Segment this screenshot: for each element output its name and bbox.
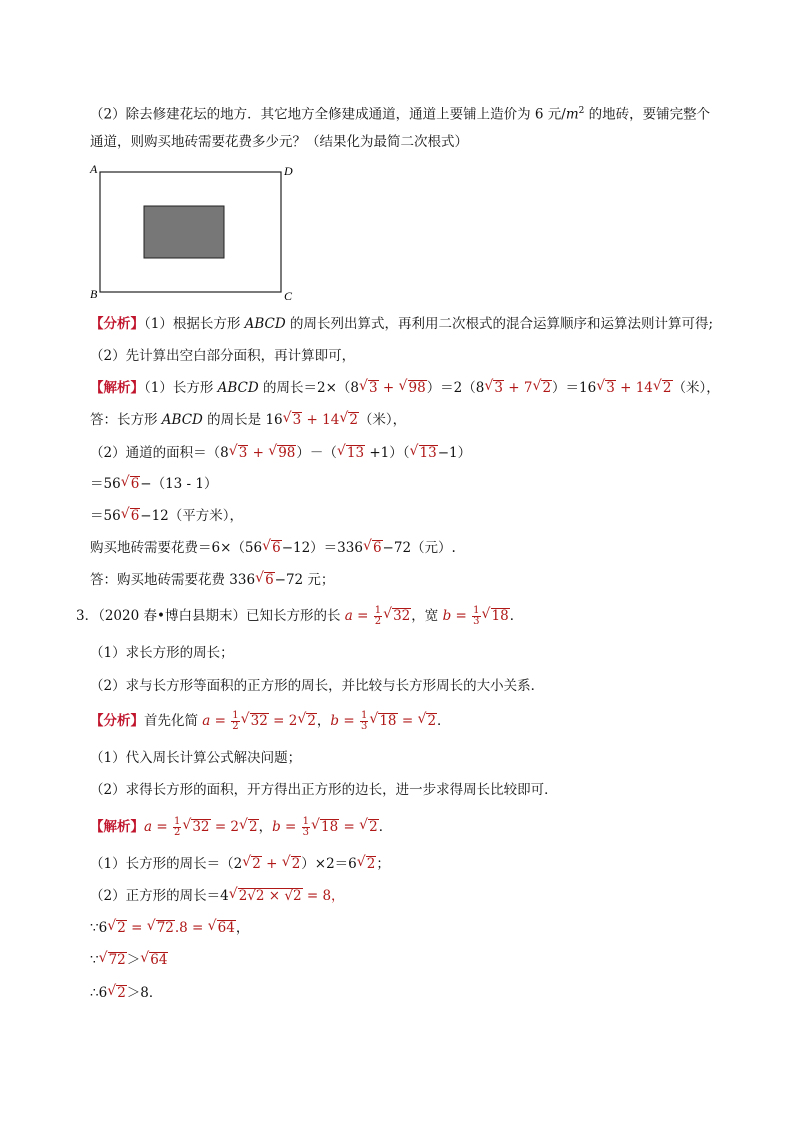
math-term — [363, 540, 383, 556]
math-term: 3 — [369, 380, 378, 396]
solution-3-part-2: （2）正方形的周长＝4√ 2√2 × √2 = 8， — [90, 886, 345, 906]
math-term: 72 — [108, 952, 126, 968]
square-root — [240, 815, 259, 839]
math-term: a — [202, 713, 211, 729]
math-term: 2 — [349, 412, 358, 428]
math-term: 3 — [606, 380, 615, 396]
square-root — [597, 378, 616, 398]
square-root — [283, 854, 302, 874]
square-root — [338, 443, 365, 463]
square-root — [108, 983, 127, 1003]
square-root — [411, 443, 438, 463]
math-term: 2 — [366, 856, 376, 872]
square-root — [141, 950, 168, 970]
math-term: 1 — [232, 710, 239, 721]
math-term: a = $\frac{1}{2}$ √ 32 — [345, 608, 412, 624]
square-root — [269, 443, 296, 463]
math-term — [121, 508, 141, 524]
math-term: 2 — [117, 920, 126, 936]
math-term: √ 2 = √ 72.8 = √ 64 — [107, 920, 236, 936]
math-term: 32 — [250, 713, 268, 729]
analysis-line-2: （2）先计算出空白部分面积，再计算即可， — [90, 348, 356, 364]
square-root — [654, 378, 673, 398]
math-term — [99, 952, 127, 968]
solution-3-part-5: ∴6√ 2＞8． — [90, 983, 162, 1003]
square-root — [100, 950, 127, 970]
flower-bed-rectangle — [144, 206, 224, 258]
math-term: 1 — [473, 605, 480, 616]
math-term: 3 — [494, 380, 503, 396]
math-term: 2 — [542, 380, 552, 396]
math-term: 6 — [265, 572, 274, 588]
analysis-3-part-2: （2）求得长方形的面积，开方得出正方形的边长，进一步求得周长比较即可． — [90, 782, 558, 798]
solution-2-line-b: ＝56√ 6−（13 - 1） — [90, 474, 218, 494]
math-term: 1 — [302, 816, 310, 827]
math-term: 2 — [249, 819, 258, 835]
math-term: b — [330, 713, 340, 729]
analysis-3-line: 【分析】首先化简 a = $\frac{1}{2}$ √ 32 = 2√ 2，b = $\frac{1}{3}$ √ 18 = √ 2． — [90, 709, 451, 733]
question-2-line-2: 通道，则购买地砖需要花费多少元？（结果化为最简二次根式） — [90, 134, 468, 150]
math-term: √ 3 + 14√ 2 — [283, 412, 359, 428]
math-term: 6 — [130, 508, 140, 524]
math-term: a — [344, 608, 353, 624]
solution-2-line-a: （2）通道的面积＝（8√ 3 + √ 98）－（√ 13 +1）（√ 13−1） — [90, 443, 471, 463]
square-root — [340, 410, 359, 430]
math-term: b — [442, 608, 452, 624]
math-term — [140, 952, 168, 968]
square-root — [370, 709, 397, 733]
math-term: 2√2 × √2 — [238, 888, 302, 904]
square-root — [242, 709, 269, 733]
square-root — [230, 886, 303, 906]
square-root — [108, 918, 127, 938]
math-term: 2 — [307, 713, 316, 729]
math-term: 2 — [252, 856, 261, 872]
math-term: 3 — [292, 412, 302, 428]
math-term: = 8， — [302, 888, 345, 904]
math-term: √ 3 + 7√ 2 — [484, 380, 552, 396]
math-term: 18 — [321, 819, 339, 835]
solution-3-part-4: ∵√ 72＞√ 64 — [90, 950, 168, 970]
square-root — [209, 918, 236, 938]
math-term — [229, 888, 303, 904]
square-root — [360, 378, 379, 398]
square-root — [400, 378, 427, 398]
math-term: a = $\frac{1}{2}$ √ 32 = 2√ 2 — [202, 713, 317, 729]
rectangle-figure — [86, 160, 296, 305]
label-d: D — [284, 164, 293, 178]
math-term — [121, 476, 141, 492]
math-term: 2 — [662, 380, 672, 396]
math-term — [357, 856, 377, 872]
solution-3-part-1: （1）长方形的周长＝（2√ 2 + √ 2）×2＝6√ 2； — [90, 854, 390, 874]
square-root — [364, 538, 383, 558]
math-term: 13 — [419, 445, 437, 461]
math-term: 13 — [346, 445, 365, 461]
solution-line-1: 【解析】（1）长方形 ABCD 的周长＝2×（8√ 3 + √ 98）＝2（8√ 3 + 7√ 2）＝16√ 3 + 14√ 2（米）， — [90, 378, 720, 398]
math-term: a = $\frac{1}{2}$ √ 32 = 2√ 2 — [144, 819, 259, 835]
square-root — [298, 709, 317, 733]
math-term — [337, 445, 365, 461]
square-root — [243, 854, 262, 874]
math-term: b = $\frac{1}{3}$ √ 18 — [443, 608, 510, 624]
math-term: 2 — [427, 713, 437, 729]
square-root — [122, 506, 141, 526]
math-term: 18 — [491, 608, 509, 624]
square-root — [418, 709, 437, 733]
solution-3-line: 【解析】a = $\frac{1}{2}$ √ 32 = 2√ 2，b = $\frac{1}{3}$ √ 18 = √ 2． — [90, 815, 392, 839]
math-term: 64 — [150, 952, 168, 968]
math-term: 98 — [408, 380, 426, 396]
math-term: 2 — [578, 106, 585, 116]
math-term: 72 — [156, 920, 174, 936]
math-term — [410, 445, 438, 461]
math-term: 1 — [173, 816, 181, 827]
question-3-part-2: （2）求与长方形等面积的正方形的周长，并比较与长方形周长的大小关系． — [90, 678, 545, 694]
label-a: A — [90, 162, 98, 176]
solution-2-line-d: 购买地砖需要花费＝6×（56√ 6−12）＝336√ 6−72（元）. — [90, 538, 456, 558]
fraction: $\frac{1}{3}$ — [302, 816, 310, 838]
question-3-line: 3．（2020 春•博白县期末）已知长方形的长 a = $\frac{1}{2}$ √ 32，宽 b = $\frac{1}{3}$ √ 18． — [76, 604, 523, 628]
math-term: 2 — [117, 985, 126, 1001]
question-3-part-1: （1）求长方形的周长； — [90, 645, 234, 661]
math-term: b = $\frac{1}{3}$ √ 18 = √ 2 — [330, 713, 437, 729]
math-term: √ 2 + √ 2 — [242, 856, 301, 872]
math-term: 2 — [369, 819, 378, 835]
fraction: $\frac{1}{3}$ — [360, 710, 368, 732]
square-root — [122, 474, 141, 494]
math-term — [107, 985, 127, 1001]
square-root — [263, 538, 282, 558]
math-term: √ 3 + √ 98 — [359, 380, 427, 396]
square-root — [358, 854, 377, 874]
label-b: B — [90, 287, 98, 301]
math-term: 32 — [393, 608, 411, 624]
math-term: 1 — [374, 605, 382, 616]
square-root — [533, 378, 552, 398]
math-term: 64 — [217, 920, 235, 936]
square-root — [312, 815, 339, 839]
math-term — [262, 540, 282, 556]
answer-line-2: 答：购买地砖需要花费 336√ 6−72 元； — [90, 570, 334, 590]
square-root — [483, 604, 510, 628]
square-root — [148, 918, 175, 938]
math-term: 3 — [238, 445, 248, 461]
math-term: 32 — [192, 819, 210, 835]
rectangle-diagram — [86, 160, 296, 305]
math-term: 6 — [130, 476, 140, 492]
square-root — [485, 378, 504, 398]
question-2-line-1: （2）除去修建花坛的地方．其它地方全修建成通道，通道上要铺上造价为 6 元$/m^2$ 的地砖，要铺完整个 — [90, 106, 711, 123]
square-root — [230, 443, 249, 463]
math-term: a — [144, 819, 153, 835]
math-term — [255, 572, 275, 588]
answer-line-1: 答：长方形 ABCD 的周长是 16√ 3 + 14√ 2（米）， — [90, 410, 406, 430]
math-term: 18 — [379, 713, 397, 729]
label-c: C — [284, 289, 293, 303]
math-term: 6 — [272, 540, 281, 556]
analysis-3-part-1: （1）代入周长计算公式解决问题； — [90, 750, 302, 766]
fraction: $\frac{1}{2}$ — [374, 605, 382, 627]
square-root — [183, 815, 210, 839]
square-root — [256, 570, 275, 590]
math-term: √ 3 + √ 98 — [229, 445, 297, 461]
square-root — [384, 604, 411, 628]
math-term: 2 — [291, 856, 301, 872]
fraction: $\frac{1}{2}$ — [173, 816, 181, 838]
math-term: b = $\frac{1}{3}$ √ 18 = √ 2 — [272, 819, 379, 835]
solution-2-line-c: ＝56√ 6−12（平方米）， — [90, 506, 243, 526]
math-term: 1 — [360, 710, 368, 721]
square-root — [360, 815, 379, 839]
square-root — [284, 410, 303, 430]
fraction: $\frac{1}{2}$ — [232, 710, 239, 732]
analysis-line-1: 【分析】（1）根据长方形 ABCD 的周长列出算式，再利用二次根式的混合运算顺序和运算法则计算可得; — [90, 316, 714, 332]
math-term: √ 3 + 14√ 2 — [596, 380, 672, 396]
math-term: b — [272, 819, 281, 835]
solution-3-part-3: ∵6√ 2 = √ 72.8 = √ 64， — [90, 918, 249, 938]
math-term: 98 — [278, 445, 296, 461]
math-term: 6 — [372, 540, 382, 556]
fraction: $\frac{1}{3}$ — [473, 605, 480, 627]
